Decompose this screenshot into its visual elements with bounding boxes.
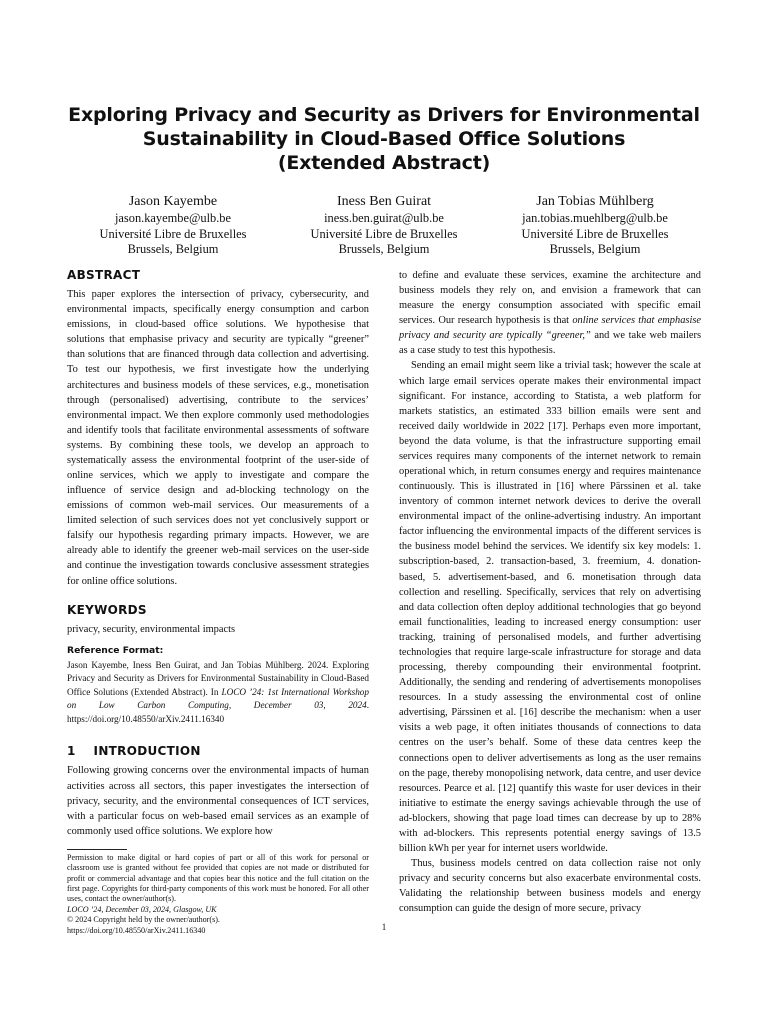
author-name: Iness Ben Guirat	[336, 194, 432, 209]
title-line-2: Sustainability in Cloud-Based Office Solutions	[142, 128, 626, 150]
right-column	[399, 268, 701, 916]
author-name: Jan Tobias Mühlberg	[536, 194, 654, 209]
author-affiliation: Université Libre de Bruxelles	[521, 226, 669, 241]
reference-format-venue: LOCO ’24: 1st International Workshop on Low Carbon Computing, December 03, 2024	[67, 686, 369, 711]
reference-format-part2: . https://doi.org/10.48550/arXiv.2411.16340	[67, 700, 369, 724]
author-affiliation: Université Libre de Bruxelles	[310, 226, 458, 241]
title-line-1: Exploring Privacy and Security as Drivers for Environmental	[68, 104, 700, 126]
author-name: Jason Kayembe	[128, 194, 218, 209]
conference-info: LOCO ’24, December 03, 2024, Glasgow, UK	[67, 904, 217, 914]
introduction-text: Following growing concerns over the environmental impacts of human activities across all sectors, this paper investigates the intersection of privacy, security, and the environmental consequences of ICT services, with a particular focus on web-based email services as an example of commonly used office solutions. We explore how	[67, 765, 369, 837]
author-location: Brussels, Belgium	[549, 242, 641, 257]
author-affiliation: Université Libre de Bruxelles	[99, 226, 247, 241]
right-paragraph-2: Sending an email might seem like a trivial task; however the scale at which large email services operate makes their environmental impact significant. For instance, according to Statista, a web platform for markets statistics, an estimated 333 billion emails were sent and received daily worldwide in 2022 [17]. Perhaps even more important, beyond the data volume, is that the infrastructure supporting email services requires many components of the internet network to remain operational which, in return consumes energy and requires maintenance continuously. This is illustrated in [16] where Pärssinen et al. take inventory of common internet network devices to derive the overall environmental impact of the online-advertising industry. An important factor influencing the environmental impacts of the different services is the business model behind the services. We identify six key models: 1. subscription-based, 2. transaction-based, 3. freemium, 4. donation-based, 5. advertisement-based, and 6. monetisation through data collection and reselling. Specifically, services that rely on advertising and data collection often deploy additional technologies that go beyond email functionalities, leading to increased energy consumption: user tracking, training of personalised models, and further advertising technologies that require large-scale infrastructure for storage and data processing, thereby compounding their environmental footprint. Additionally, the sending and rendering of advertisements monopolises resources. In a study assessing the environmental cost of online advertising, Pärssinen et al. [16] describe the mechanism: when a user visits a web page, it often initiates thousands of connections to data centres on the user’s behalf. Some of these data centres keep the connections open to deliver advertisements as long as the user remains on the page, thereby monopolising network, data centre, and user device resources. Pearce et al. [12] quantify this waste for user devices in their initiative to estimate the energy savings achievable through the use of ad-blockers, showing that page load times can decrease by up to 28% with ad-blockers. This represents potential energy savings of 13.5 billion kWh per year for internet users worldwide.	[399, 360, 701, 854]
author-location: Brussels, Belgium	[127, 242, 219, 257]
permission-notice: Permission to make digital or hard copies of part or all of this work for personal or classroom use is granted without fee provided that copies are not made or distributed for profit or commercial advantage and that copies bear this notice and the full citation on the first page. Copyrights for third-party components of this work must be honored. For all other uses, contact the owner/author(s).	[67, 852, 369, 904]
author-location: Brussels, Belgium	[338, 242, 430, 257]
right-paragraph-3: Thus, business models centred on data collection raise not only privacy and security concerns but also exacerbate environmental costs. Validating the relationship between business models and energy consumption can guide the design of more secure, privacy	[399, 858, 701, 915]
author-3	[490, 193, 700, 258]
abstract-heading: ABSTRACT	[67, 268, 141, 282]
author-block	[68, 193, 700, 258]
right-paragraph-1: to define and evaluate these services, examine the architecture and business models they rely on, and envision a framework that can measure the energy consumption associated with specific email services. Our research hypothesis is that online services that emphasise privacy and security are typically “greener,” and we take web mailers as a case study to test this hypothesis.	[399, 270, 702, 357]
abstract-text: This paper explores the intersection of privacy, cybersecurity, and environmental impacts, specifically energy consumption and carbon emissions, in cloud-based office solutions. We hypothesise that solutions that emphasise privacy and security are typically “greener” than solutions that are financed through data collection and advertising. To test our hypothesis, we first investigate how the underlying architectures and business models of these services, e.g., monetisation through (personalised) advertising, contribute to the services’ environmental impact. We then explore commonly used methodologies and identify tools that facilitate environmental assessments of software systems. By combining these tools, we develop an approach to systematically assess the environmental footprint of the user-side of online services, which we apply to investigate and compare the influence of service design and ad-blocking technology on the emissions of common web-mail services. Our measurements of a limited selection of such services does not yet conclusively support or falsify our hypothesis regarding primary impacts. However, we are already able to identify the greener web-mail services on the user-side and continue the investigation towards conclusive assessment strategies for online office solutions.	[67, 289, 369, 587]
author-email: jan.tobias.muehlberg@ulb.be	[522, 211, 668, 225]
author-email: iness.ben.guirat@ulb.be	[324, 211, 444, 225]
reference-format-text	[67, 659, 369, 727]
doi-link[interactable]: https://doi.org/10.48550/arXiv.2411.16340	[67, 925, 206, 935]
paper-title	[40, 103, 728, 175]
author-2	[279, 193, 489, 258]
author-1	[68, 193, 278, 258]
author-email: jason.kayembe@ulb.be	[114, 211, 231, 225]
footnote-divider	[67, 849, 127, 850]
left-column	[67, 268, 369, 936]
copyright-notice: © 2024 Copyright held by the owner/author(s).	[67, 915, 220, 925]
title-line-3: (Extended Abstract)	[277, 152, 491, 174]
keywords-text: privacy, security, environmental impacts	[67, 623, 236, 635]
hypothesis-emphasis: online services that emphasise privacy and security are typically “greener,”	[399, 315, 701, 342]
reference-format-heading: Reference Format:	[67, 644, 164, 656]
page-number: 1	[381, 922, 387, 932]
keywords-heading: KEYWORDS	[67, 602, 147, 617]
introduction-heading: 1 INTRODUCTION	[67, 744, 201, 759]
reference-format-part1: Jason Kayembe, Iness Ben Guirat, and Jan Tobias Mühlberg. 2024. Exploring Privacy and Security as Drivers for Environmental Sustainability in Cloud-Based Office Solutions (Extended Abstract). In	[67, 659, 369, 697]
